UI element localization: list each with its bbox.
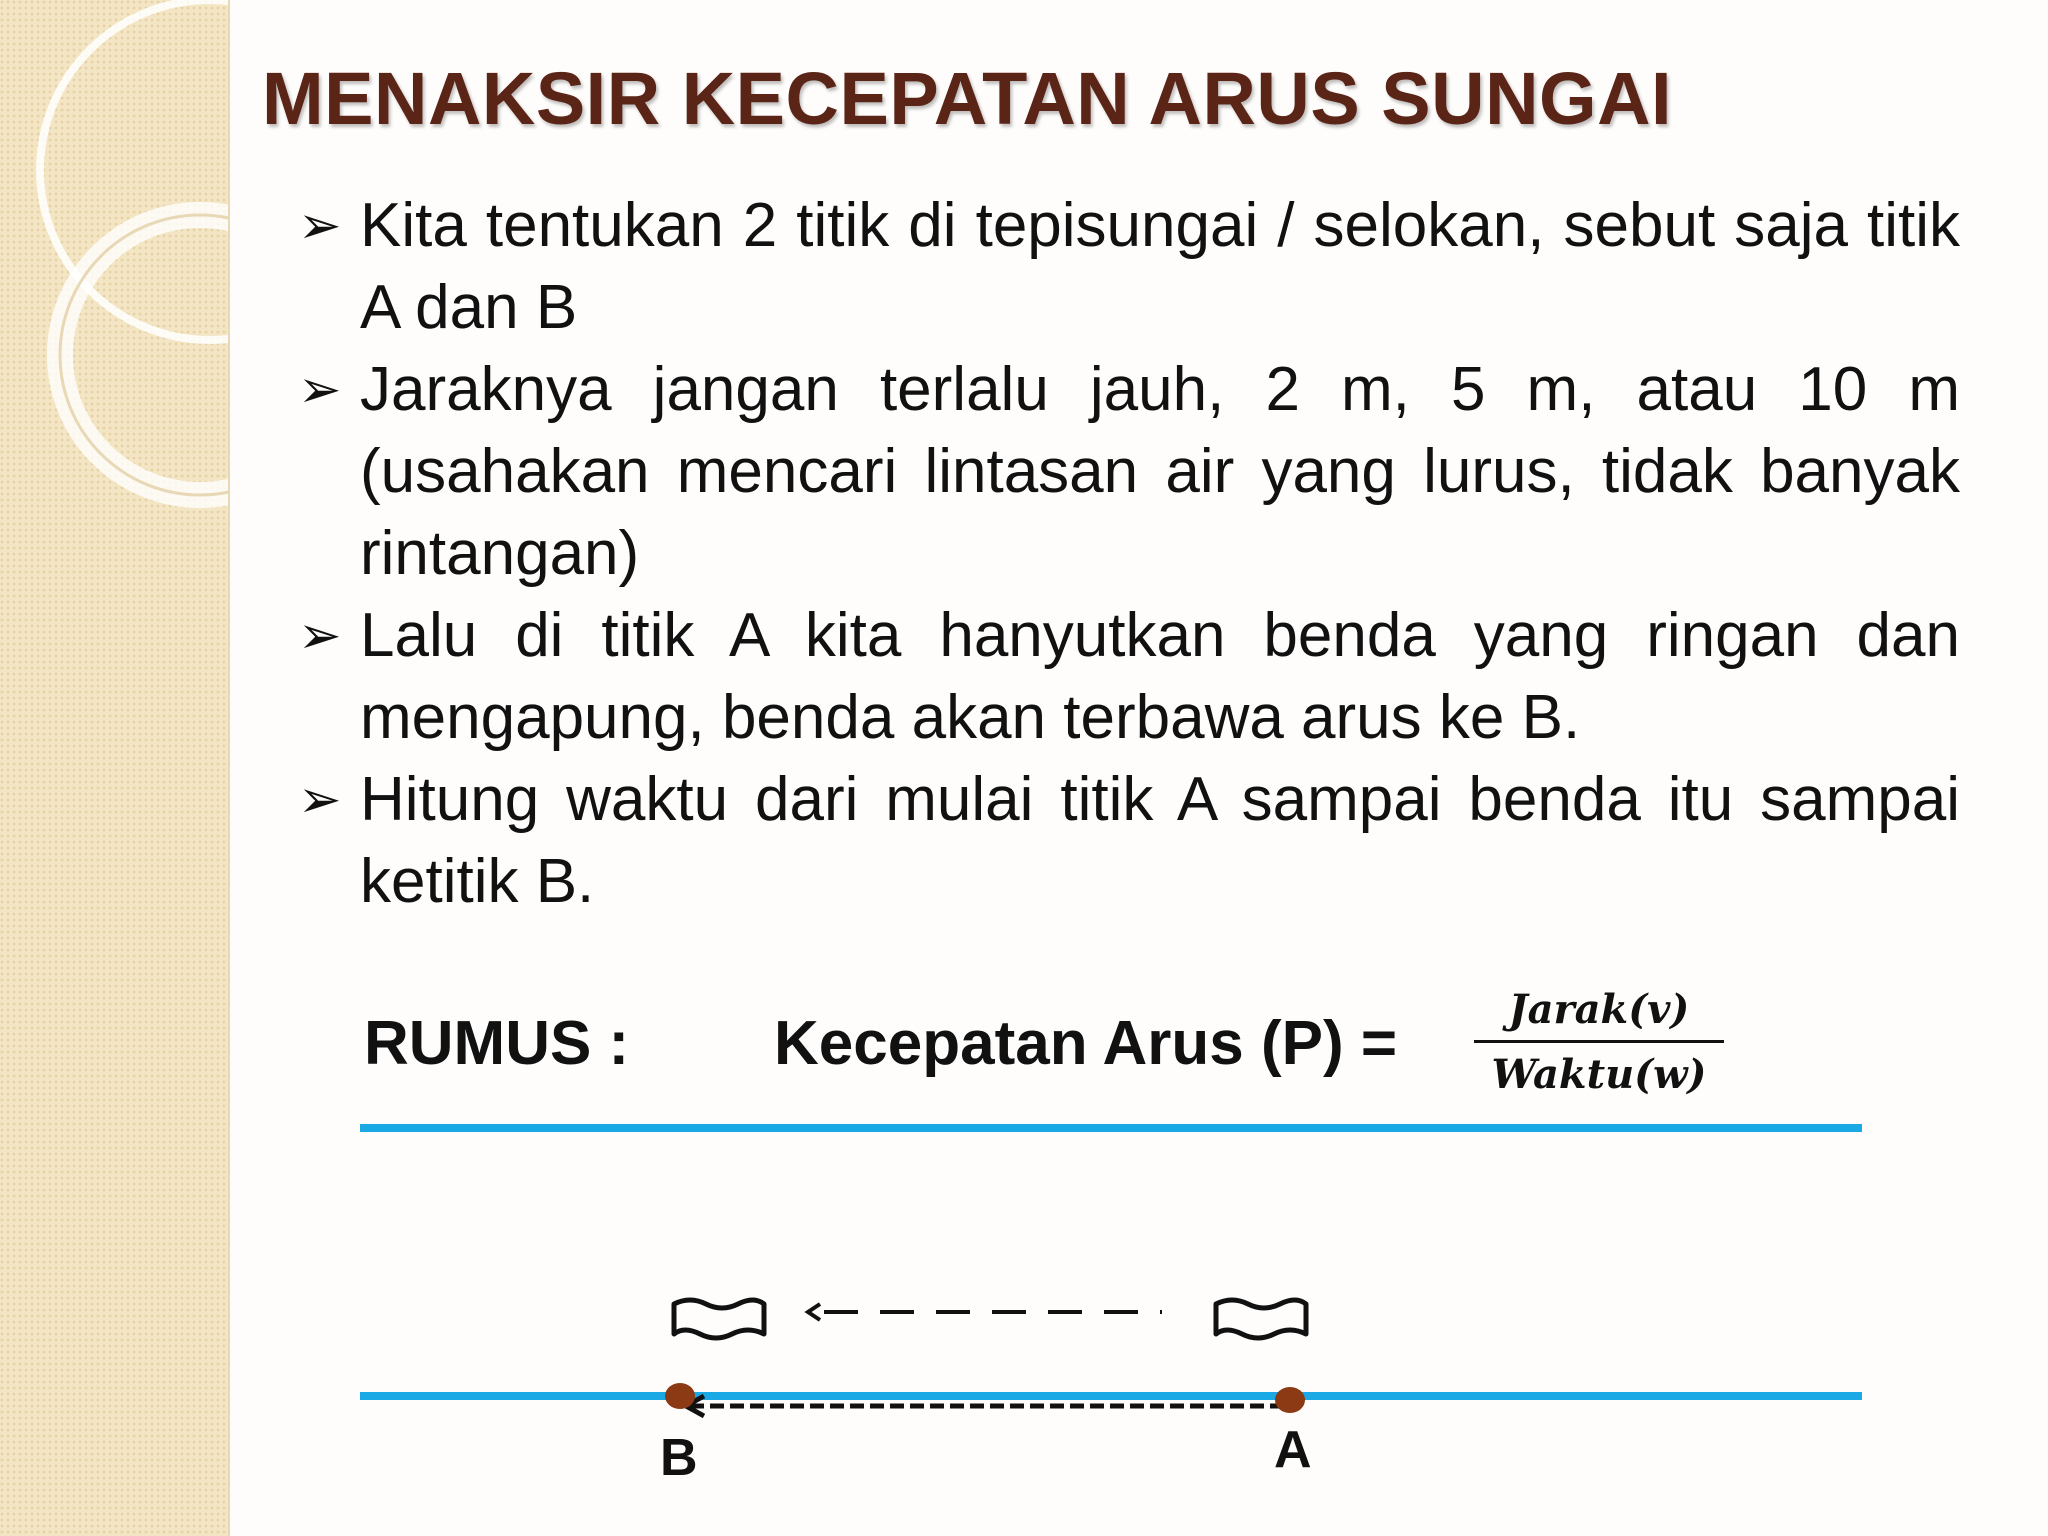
- formula-lhs: Kecepatan Arus (P) =: [774, 1009, 1398, 1078]
- bullet-list: [298, 185, 1960, 923]
- point-b-label: B: [660, 1429, 698, 1487]
- point-b-marker: [665, 1383, 695, 1409]
- formula-label: RUMUS :: [364, 1009, 630, 1078]
- point-a-label: A: [1274, 1421, 1312, 1479]
- slide-title: MENAKSIR KECEPATAN ARUS SUNGAI: [262, 57, 1673, 140]
- arrowhead-bullet-icon: ➢: [298, 197, 342, 255]
- arrowhead-bullet-icon: ➢: [298, 361, 342, 419]
- decorative-rings-icon: [0, 0, 228, 1536]
- arrowhead-bullet-icon: ➢: [298, 771, 342, 829]
- fraction-numerator: Jarak(v): [1508, 986, 1690, 1033]
- decorative-side-panel: [0, 0, 230, 1536]
- bullet-text: Jaraknya jangan terlalu jauh, 2 m, 5 m, atau 10 m (usahakan mencari lintasan air yang lurus, tidak banyak rintangan): [360, 355, 1960, 588]
- formula-fraction: [1474, 984, 1724, 1101]
- bullet-item: [298, 349, 1960, 595]
- fraction-denominator: Waktu(w): [1491, 1051, 1707, 1098]
- bullet-item: [298, 759, 1960, 923]
- bullet-text: Hitung waktu dari mulai titik A sampai benda itu sampai ketitik B.: [360, 765, 1960, 916]
- floating-object-icon: [674, 1300, 764, 1338]
- bullet-text: Kita tentukan 2 titik di tepisungai / selokan, sebut saja titik A dan B: [360, 191, 1960, 342]
- arrowhead-bullet-icon: ➢: [298, 607, 342, 665]
- river-diagram: [340, 1110, 1900, 1490]
- flow-direction-arrow: [808, 1304, 1162, 1320]
- bullet-item: [298, 595, 1960, 759]
- bullet-item: [298, 185, 1960, 349]
- bullet-text: Lalu di titik A kita hanyutkan benda yang ringan dan mengapung, benda akan terbawa arus ke B.: [360, 601, 1960, 752]
- floating-object-icon: [1216, 1300, 1306, 1338]
- point-a-marker: [1275, 1387, 1305, 1413]
- fraction-bar: [1474, 1040, 1724, 1043]
